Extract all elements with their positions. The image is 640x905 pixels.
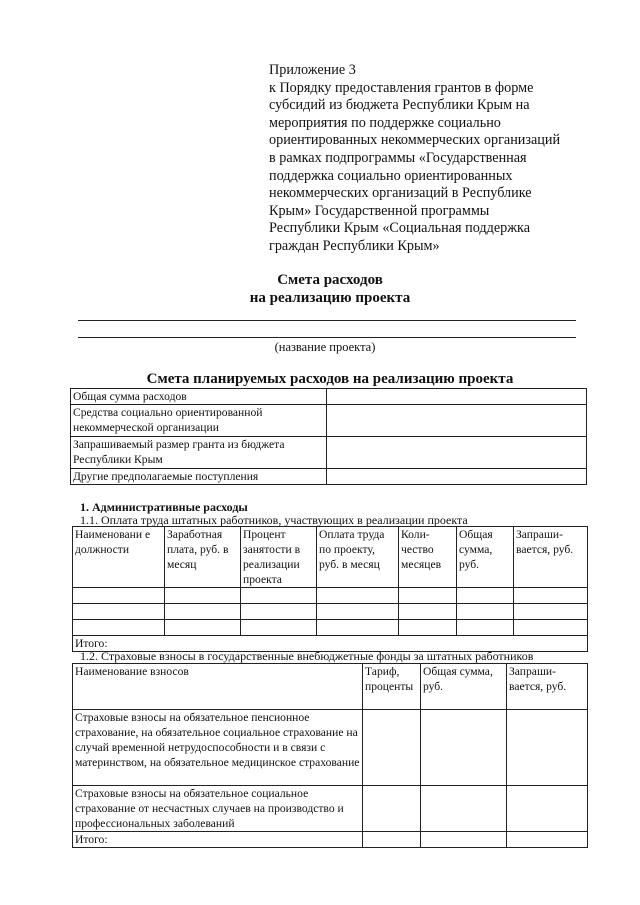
table-cell[interactable] [363, 832, 421, 848]
table-cell[interactable] [165, 604, 241, 620]
table-cell[interactable] [421, 710, 507, 786]
insurance-type: Страховые взносы на обязательное пенсионное страхование, на обязательное социальное страхование на случай временной нетрудоспособности и в связи с материнством, на обязательное медицинское страхование [73, 710, 363, 786]
table-row [71, 405, 587, 437]
table-cell[interactable] [399, 588, 457, 604]
appendix-line: некоммерческих организаций в Республике [269, 185, 532, 202]
table-cell[interactable] [73, 588, 165, 604]
table-cell[interactable] [507, 710, 588, 786]
column-header: Общая сумма, руб. [421, 664, 507, 710]
table-cell[interactable] [507, 832, 588, 848]
table-row [71, 469, 587, 485]
total-label: Итого: [73, 832, 363, 848]
table-cell[interactable] [165, 588, 241, 604]
appendix-line: ориентированных некоммерческих организаций [269, 132, 561, 149]
table-cell[interactable] [317, 604, 399, 620]
insurance-type: Страховые взносы на обязательное социальное страхование от несчастных случаев на производство и профессиональных заболеваний [73, 786, 363, 832]
table-cell[interactable] [241, 620, 317, 636]
table-cell[interactable] [363, 786, 421, 832]
total-label: Итого: [73, 636, 588, 652]
section-heading: 1. Административные расходы [80, 500, 248, 514]
column-header: Запраши-вается, руб. [514, 527, 588, 588]
table-cell[interactable] [514, 604, 588, 620]
appendix-line: граждан Республики Крым» [269, 237, 440, 254]
project-name-line [78, 320, 576, 321]
table-cell[interactable] [421, 832, 507, 848]
table-cell[interactable] [73, 620, 165, 636]
table-cell[interactable] [421, 786, 507, 832]
summary-label: Общая сумма расходов [71, 389, 327, 405]
summary-label: Запрашиваемый размер гранта из бюджета Республики Крым [71, 437, 327, 469]
table-cell[interactable] [317, 620, 399, 636]
table-cell[interactable] [399, 620, 457, 636]
table-cell[interactable] [241, 588, 317, 604]
table-cell[interactable] [399, 604, 457, 620]
table-row [73, 786, 588, 832]
table-row [73, 588, 588, 604]
table-row [71, 389, 587, 405]
table-cell[interactable] [317, 588, 399, 604]
appendix-line: к Порядку предоставления грантов в форме [269, 79, 534, 96]
subsection-heading: 1.1. Оплата труда штатных работников, участвующих в реализации проекта [80, 513, 468, 527]
document-title-line2: на реализацию проекта [249, 290, 411, 306]
summary-table [70, 388, 587, 485]
table-row [73, 604, 588, 620]
column-header: Наименование взносов [73, 664, 363, 710]
table-cell[interactable] [165, 620, 241, 636]
appendix-line: мероприятия по поддержке социально [269, 114, 501, 131]
appendix-line: в рамках подпрограммы «Государственная [269, 149, 527, 166]
table-cell[interactable] [73, 604, 165, 620]
table-total-row [73, 832, 588, 848]
column-header: Оплата труда по проекту, руб. в месяц [317, 527, 399, 588]
summary-value[interactable] [327, 405, 587, 437]
column-header: Общая сумма, руб. [457, 527, 514, 588]
project-name-caption: (название проекта) [274, 340, 376, 354]
table-cell[interactable] [363, 710, 421, 786]
summary-value[interactable] [327, 437, 587, 469]
table-cell[interactable] [514, 588, 588, 604]
project-name-line [78, 337, 576, 338]
appendix-line: поддержка социально ориентированных [269, 167, 513, 184]
summary-label: Другие предполагаемые поступления [71, 469, 327, 485]
column-header: Заработная плата, руб. в месяц [165, 527, 241, 588]
document-title: Смета расходов [277, 272, 383, 288]
summary-label: Средства социально ориентированной некоммерческой организации [71, 405, 327, 437]
column-header: Коли-чество месяцев [399, 527, 457, 588]
appendix-line: субсидий из бюджета Республики Крым на [269, 97, 530, 114]
estimate-subtitle: Смета планируемых расходов на реализацию проекта [146, 371, 514, 387]
staff-table [72, 526, 588, 652]
table-cell[interactable] [507, 786, 588, 832]
appendix-line: Крым» Государственной программы [269, 202, 490, 219]
table-row [71, 437, 587, 469]
column-header: Процент занятости в реализации проекта [241, 527, 317, 588]
table-row [73, 710, 588, 786]
table-cell[interactable] [457, 604, 514, 620]
summary-value[interactable] [327, 389, 587, 405]
appendix-line: Приложение 3 [269, 62, 356, 78]
summary-value[interactable] [327, 469, 587, 485]
table-cell[interactable] [457, 588, 514, 604]
table-row [73, 620, 588, 636]
appendix-header [269, 62, 589, 256]
table-cell[interactable] [457, 620, 514, 636]
table-cell[interactable] [241, 604, 317, 620]
insurance-table [72, 663, 588, 848]
table-header-row [73, 527, 588, 588]
column-header: Наименовани е должности [73, 527, 165, 588]
column-header: Запраши-вается, руб. [507, 664, 588, 710]
table-cell[interactable] [514, 620, 588, 636]
appendix-line: Республики Крым «Социальная поддержка [269, 220, 530, 237]
column-header: Тариф, проценты [363, 664, 421, 710]
subsection-heading: 1.2. Страховые взносы в государственные внебюджетные фонды за штатных работников [80, 649, 534, 663]
table-header-row [73, 664, 588, 710]
